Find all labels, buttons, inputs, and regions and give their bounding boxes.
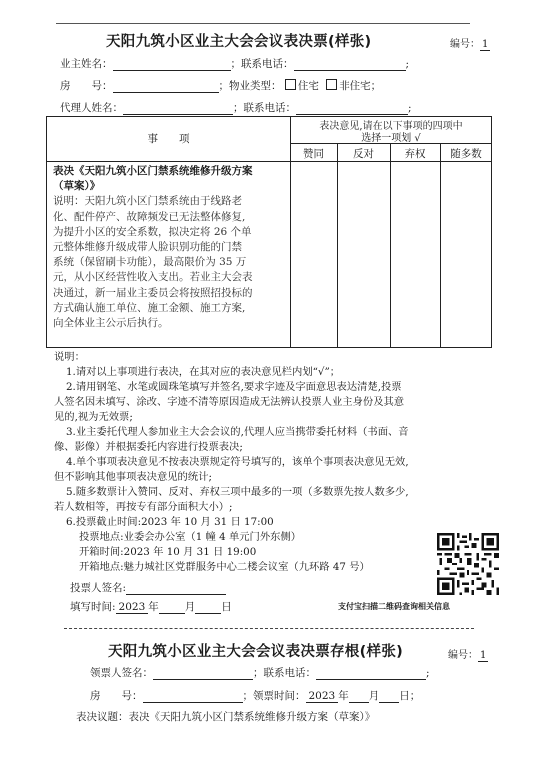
stub-receiver-row: 领票人签名： ；联系电话： ; — [90, 667, 430, 679]
owner-name-field[interactable] — [113, 59, 231, 71]
motion-title: 表决《天阳九筑小区门禁系统维修升级方案 （草案）》 — [53, 165, 253, 193]
agent-row: 代理人姓名： ；联系电话： ; — [60, 102, 412, 114]
stub-motion-value: 表决《天阳九筑小区门禁系统维修升级方案（草案）》 — [128, 711, 376, 723]
opinion-header-line1: 表决意见,请在以下事项的四项中 — [319, 121, 463, 132]
note-item: 开箱地点:魅力城社区党群服务中心二楼会议室（九环路 47 号） — [79, 561, 370, 573]
vote-cell-abstain[interactable] — [391, 162, 440, 347]
fill-month-field[interactable] — [159, 602, 185, 614]
receiver-sign-field[interactable] — [153, 668, 253, 680]
cut-line — [64, 628, 474, 629]
opinion-header-line2: 选择一项划 √ — [361, 133, 421, 144]
residential-label: 住宅 — [297, 80, 319, 92]
note-item: 开箱时间:2023 年 10 月 31 日 19:00 — [79, 546, 257, 558]
notes-section — [54, 350, 499, 575]
note-item: 但不影响其他事项表决意见的统计; — [54, 471, 212, 483]
stub-phone-label: ；联系电话： — [253, 667, 316, 679]
voter-sign-label: 投票人签名: — [70, 582, 127, 594]
property-type-label: ；物业类型： — [218, 80, 282, 92]
owner-info-row: 业主姓名： ；联系电话： ; — [60, 58, 410, 70]
receive-month-field[interactable] — [349, 691, 369, 703]
phone-field[interactable] — [294, 59, 406, 71]
note-item: 6.投票截止时间:2023 年 10 月 31 日 17:00 — [66, 516, 274, 528]
note-item: 1.请对以上事项进行表决，在其对应的表决意见栏内划“√”； — [66, 366, 341, 378]
voter-sign-field[interactable] — [126, 583, 226, 595]
note-item: 5.随多数票计入赞同、反对、弃权三项中最多的一项（多数票先按人数多少, — [66, 486, 409, 498]
stub-serial-value: 1 — [480, 650, 487, 661]
serial-value: 1 — [482, 39, 489, 50]
agent-phone-label: ；联系电话： — [233, 102, 296, 114]
motion-cell — [53, 164, 289, 331]
stub-room-row: 房 号： ；领票时间： 2023 年 月 日； — [90, 690, 421, 702]
note-item: 3.业主委托代理人参加业主大会会议的,代理人应当携带委托材料（书面、音 — [66, 426, 409, 438]
fill-date-row: 填写时间: 2023 年 月 日 — [70, 601, 232, 613]
vote-cell-oppose[interactable] — [338, 162, 390, 347]
ballot-title: 天阳九筑小区业主大会会议表决票(样张) — [106, 34, 372, 50]
agent-name-label: 代理人姓名： — [60, 102, 123, 114]
residential-checkbox[interactable] — [285, 79, 296, 90]
stub-serial-label: 编号： 1 — [448, 650, 487, 661]
stub-title: 天阳九筑小区业主大会会议表决票存根(样张) — [108, 644, 404, 660]
qr-code-icon — [437, 533, 499, 595]
room-field[interactable] — [113, 81, 219, 93]
note-item: 见的,视为无效票; — [54, 411, 133, 423]
voting-table — [46, 116, 492, 348]
col-approve: 赞同 — [303, 148, 324, 160]
non-residential-label: 非住宅； — [339, 80, 382, 92]
stub-motion-label: 表决议题： — [76, 711, 129, 723]
qr-caption: 支付宝扫描二维码查询相关信息 — [338, 602, 450, 611]
vote-cell-approve[interactable] — [291, 162, 337, 347]
vote-cell-follow-majority[interactable] — [441, 162, 491, 347]
fill-year: 2023 — [116, 601, 149, 614]
agent-phone-field[interactable] — [296, 103, 408, 115]
note-item: 2.请用钢笔、水笔或圆珠笔填写并签名,要求字迹及字面意思表达清楚,投票 — [66, 381, 402, 393]
owner-name-label: 业主姓名： — [60, 58, 113, 70]
non-residential-checkbox[interactable] — [326, 79, 337, 90]
voter-sign-row — [70, 580, 226, 595]
stub-motion-row — [76, 709, 375, 724]
note-item: 4.单个事项表决意见不按表决票规定符号填写的，该单个事项表决意见无效, — [66, 456, 409, 468]
matter-header: 事 项 — [147, 133, 190, 145]
phone-label: ；联系电话： — [230, 58, 294, 70]
stub-phone-field[interactable] — [316, 668, 426, 680]
notes-title: 说明： — [54, 351, 85, 363]
receiver-sign-label: 领票人签名： — [90, 667, 153, 679]
col-oppose: 反对 — [353, 148, 374, 160]
receive-year: 2023 — [306, 690, 339, 703]
note-item: 人签名因未填写、涂改、字迹不清等原因造成无法辨认投票人业主身份及其意 — [54, 396, 405, 408]
fill-day-field[interactable] — [195, 602, 221, 614]
top-rule — [56, 23, 470, 24]
room-row — [60, 78, 381, 93]
receive-day-field[interactable] — [379, 691, 399, 703]
receive-time-label: ；领票时间： — [242, 690, 306, 702]
stub-room-label: 房 号： — [90, 690, 143, 702]
note-item: 若人数相等，再按专有部分面积大小）; — [54, 501, 233, 513]
room-label: 房 号： — [60, 80, 113, 92]
note-item: 投票地点:业委会办公室（1 幢 4 单元门外东侧） — [79, 531, 302, 543]
col-follow-majority: 随多数 — [450, 148, 482, 160]
col-abstain: 弃权 — [404, 148, 426, 160]
stub-room-field[interactable] — [143, 691, 243, 703]
note-item: 像、影像）并根据委托内容进行投票表决; — [54, 441, 243, 453]
agent-name-field[interactable] — [123, 103, 233, 115]
motion-description: 说明：天阳九筑小区门禁系统由于线路老 化、配件停产、故障频发已无法整体修复, 为提升小区的安全系数，拟决定将 26 个单 元整体维修升级成带人脸识别功能的门禁 系统（保留刷卡功能），最高限价为 35 万 元，从小区经营性收入支出。若业主大会表 决通过，新一届业主委员会将按照招投标的 方式确认施工单位、施工金额、施工方案, 向全体业主公示后执行。 — [53, 195, 253, 330]
serial-label: 编号： 1 — [450, 39, 489, 50]
fill-date-label: 填写时间: — [70, 601, 116, 613]
